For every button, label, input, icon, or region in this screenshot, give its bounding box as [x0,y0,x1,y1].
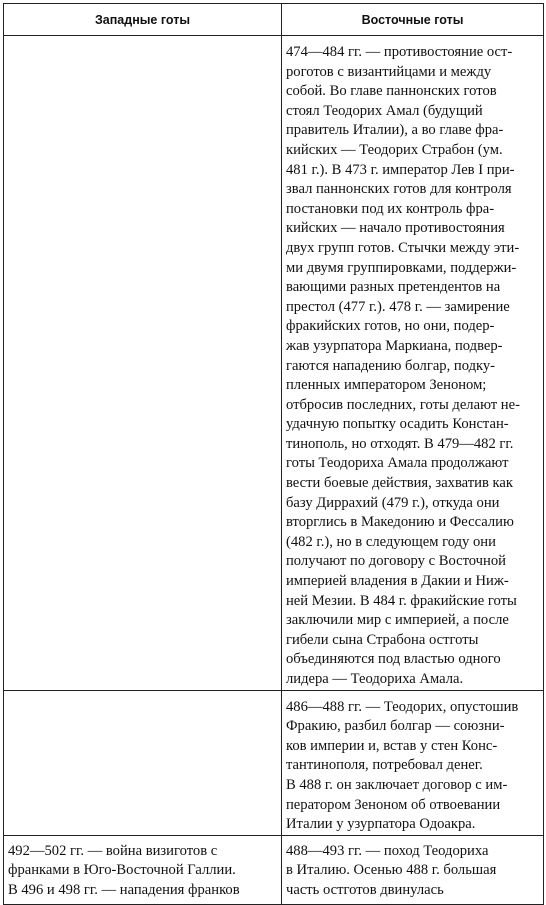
western-goths-cell [4,835,282,904]
history-table [3,3,544,905]
text-line: лидера — Теодориха Амала. [286,671,464,687]
text-line: 474—484 гг. — противостояние ост- [286,44,513,60]
text-line: тинополь, но отходят. В 479—482 гг. [286,435,514,452]
text-line: собой. Во главе паннонских готов [286,83,497,100]
header-eastern-goths: Восточные готы [282,4,544,36]
text-line: стоял Теодорих Амал (будущий [286,102,483,119]
text-line: заключили мир с империей, а после [286,612,509,629]
text-line: вести боевые действия, захватив как [286,475,513,492]
text-line: тантинополя, потребовал денег. [286,757,483,774]
text-line: 488—493 гг. — поход Теодориха [286,842,489,859]
text-line: в Италию. Осенью 488 г. большая [286,862,497,879]
text-line: гаются нападению болгар, подку- [286,357,496,374]
text-line: кийских — Теодорих Страбон (ум. [286,141,503,158]
header-western-goths: Западные готы [4,4,282,36]
text-line: звал паннонских готов для контроля [286,181,512,198]
text-line: часть остготов двинулась [286,881,444,898]
text-line: 481 г.). В 473 г. император Лев I при- [286,161,515,178]
text-line: вающими разных претендентов на [286,279,501,296]
text-line: Италии у узурпатора Одоакра. [286,816,476,833]
text-line: 486—488 гг. — Теодорих, опустошив [286,698,519,715]
text-line: двух групп готов. Стычки между эти- [286,239,520,256]
text-line: объединяются под властью одного [286,651,501,668]
text-line: В 496 и 498 гг. — нападения франков [8,881,240,898]
text-line: роготов с византийцами и между [286,63,492,80]
text-line: В 488 г. он заключает договор с им- [286,776,508,793]
text-line: постановки под их контроль фра- [286,200,495,217]
eastern-goths-cell [282,690,544,835]
text-line: франками в Юго-Восточной Галлии. [8,862,236,879]
text-line: ми двумя группировками, поддержи- [286,259,517,276]
text-line: пленных императором Зеноном; [286,377,487,394]
text-line: ков империи и, встав у стен Конс- [286,737,498,754]
text-line: Фракию, разбил болгар — союзни- [286,718,505,735]
text-line: правитель Италии), а во главе фра- [286,122,504,139]
table-row [4,690,544,835]
text-line: фракийских готов, но они, подер- [286,318,495,335]
text-line: удачную попытку осадить Констан- [286,416,509,433]
text-line: вторглись в Македонию и Фессалию [286,514,514,531]
eastern-goths-cell [282,36,544,691]
text-line: ператором Зеноном об отвоевании [286,796,501,813]
text-line: 492—502 гг. — война визиготов с [8,842,218,859]
text-line: кийских — начало противостояния [286,220,505,237]
text-line: гибели сына Страбона остготы [286,631,479,648]
text-line: готы Теодориха Амала продолжают [286,455,509,472]
western-goths-cell [4,36,282,691]
eastern-goths-cell [282,835,544,904]
text-line: престол (477 г.). 478 г. — замирение [286,298,510,315]
text-line: империей владения в Дакии и Ниж- [286,573,509,590]
text-line: (482 г.), но в следующем году они [286,533,496,550]
western-goths-cell [4,690,282,835]
text-line: получают по договору с Восточной [286,553,506,570]
text-line: базу Диррахий (479 г.), откуда они [286,494,500,511]
text-line: жав узурпатора Маркиана, подвер- [286,337,503,354]
text-line: отбросив последних, готы делают не- [286,396,520,413]
header-row [4,4,544,36]
table-row [4,36,544,691]
text-line: ней Мезии. В 484 г. фракийские готы [286,592,517,609]
table-row [4,835,544,904]
